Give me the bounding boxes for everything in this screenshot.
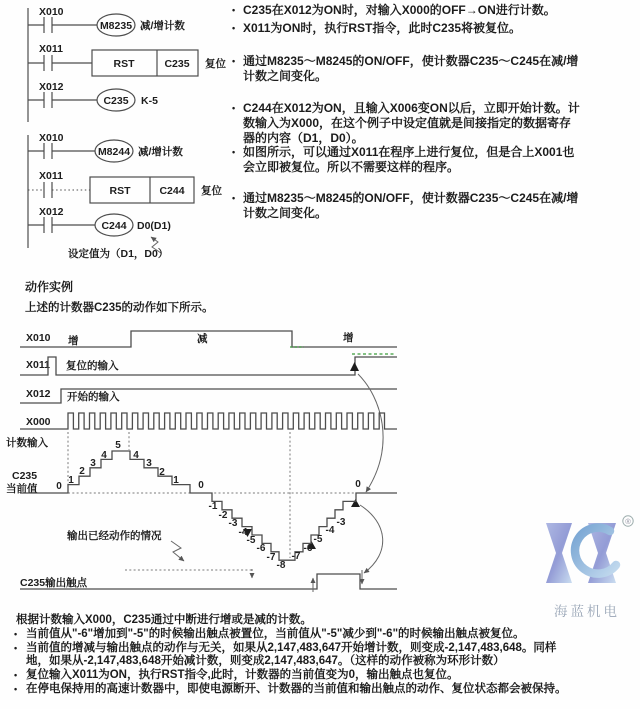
signal-label-x012: X012 [26,388,51,400]
coil-label: M8235 [99,20,133,32]
contact-label: X011 [39,43,63,55]
text-line: 会立即被复位。所以不需要这样的程序。 [243,159,460,174]
count-value-label: 3 [90,458,96,469]
count-value-label: -7 [266,552,276,563]
count-value-label: -6 [256,543,266,554]
count-value-label: 2 [159,467,165,478]
signal-label-x010: X010 [26,332,51,344]
contact-label: X010 [39,132,64,144]
text-line: 数输入为X000，在这个例子中设定值就是间接指定的数据寄存 [243,115,572,130]
bullet-icon: • [14,683,18,694]
bottom-bullet-list [14,628,638,697]
logo-watermark [538,511,636,623]
coil-operand: K-5 [141,95,158,107]
text-line: 当前值从"-6"增加到"-5"的时候输出触点被置位，当前值从"-5"减少到"-6"的时候输出触点被复位。 [26,627,525,640]
rst-operand: C244 [159,185,185,197]
list-item [232,191,638,220]
coil-note: 减/增计数 [138,146,183,158]
count-value-label: -4 [238,527,248,538]
list-item [232,101,638,145]
count-value-label: -2 [218,510,228,521]
text-line: 地，如果从-2,147,483,648开始减计数，则变成2,147,483,647。（这样的动作被称为环形计数） [26,655,505,668]
count-value-label: 1 [68,475,74,486]
phase-label-dec: 减 [197,333,208,345]
bullet-icon: • [14,628,18,639]
bullet-icon: • [14,670,18,681]
rst-opcode: RST [113,58,135,70]
bullet-icon: • [14,642,18,653]
counter-label-line1: C235 [12,470,38,482]
rung-note: 复位 [205,58,226,70]
text-line: 通过M8235～M8245的ON/OFF，使计数器C235～C245在减/增 [243,54,579,69]
counter-label-line2: 当前值 [6,483,38,495]
text-line: X011为ON时，执行RST指令，此时C235将被复位。 [243,20,522,35]
phase-label-inc2: 增 [343,332,354,344]
count-value-label: 0 [56,481,62,492]
output-note: 输出已经动作的情况 [67,530,162,542]
text-line: 计数之间变化。 [243,68,328,83]
list-item [14,642,638,670]
count-value-label: -5 [246,535,256,546]
rst-opcode: RST [109,185,131,197]
list-item [14,628,638,642]
rung-note: 复位 [201,185,222,197]
registered-mark: ® [625,517,631,526]
count-value-label: -1 [208,501,218,512]
signal-note-x012: 开始的输入 [67,391,120,403]
coil-note: 减/增计数 [140,20,185,32]
bullet-icon: • [232,147,236,158]
count-value-label: 0 [198,480,204,491]
bullet-icon: • [232,56,236,67]
zigzag-arrow [171,541,184,561]
list-item [232,21,638,36]
bullet-icon: • [232,103,236,114]
ladder-diagram-2 [28,132,222,260]
timing-diagram [6,331,397,592]
bullet-icon: • [232,193,236,204]
contact-label: X011 [39,170,63,182]
count-value-label: 4 [133,450,139,461]
signal-note-x011: 复位的输入 [66,360,119,372]
count-value-label: 2 [79,466,85,477]
text-line: 器的内容（D1，D0）。 [243,130,364,145]
bottom-intro: 根据计数输入X000，C235通过中断进行增或是减的计数。 [16,614,312,626]
list-item [14,683,638,697]
contact-label: X012 [39,206,64,218]
list-item [14,669,638,683]
phase-label-inc1: 增 [68,335,79,347]
generated-waveforms [20,413,397,571]
count-value-label: 4 [101,450,107,461]
section-subtitle: 上述的计数器C235的动作如下所示。 [25,302,214,314]
text-line: C244在X012为ON，且输入X006变ON以后，立即开始计数。计 [243,101,580,116]
signal-label-x000: X000 [26,416,51,428]
count-value-label: -5 [313,534,323,545]
clock-waveform [20,413,397,429]
text-line: 如图所示，可以通过X011在程序上进行复位，但是合上X001也 [243,145,575,160]
output-contact-label: C235输出触点 [20,577,88,589]
right-column [232,3,638,221]
count-value-label: -6 [303,543,313,554]
count-value-label: 0 [355,479,361,490]
count-value-label: 1 [173,475,179,486]
setpoint-annotation: 设定值为（D1，D0） [68,248,169,260]
text-line: 通过M8235～M8245的ON/OFF，使计数器C235～C245在减/增 [243,191,579,206]
count-value-label: -3 [336,517,346,528]
coil-label: C244 [101,220,127,232]
list-item [232,3,638,18]
logo-text: 海蓝机电 [554,604,620,619]
logo-mark-icon [538,511,636,599]
count-value-label: -3 [228,518,238,529]
bullet-icon: • [232,5,236,15]
coil-label: C235 [103,95,129,107]
text-line: 当前值的增减与输出触点的动作与无关，如果从2,147,483,647开始增计数，则变成-2,147,483,648。同样 [26,641,557,654]
list-item [232,145,638,174]
count-value-label: -8 [276,560,286,571]
ladder-diagram-1 [28,6,226,122]
section-title: 动作实例 [25,280,74,294]
bottom-notes [14,614,638,697]
rst-operand: C235 [164,58,190,70]
rising-edge-marker [350,362,359,371]
bullet-icon: • [232,22,236,33]
contact-label: X012 [39,81,64,93]
count-value-label: -7 [291,551,301,562]
section-heading-block [25,278,214,315]
reset-arc-arrow [358,374,383,492]
coil-label: M8244 [97,146,131,158]
text-line: 复位输入X011为ON，执行RST指令,此时，计数器的当前值变为0，输出触点也复位。 [26,669,459,682]
list-item [232,54,638,83]
signal-label-x011: X011 [26,359,50,371]
count-value-label: 5 [115,440,121,451]
signal-note-x000: 计数输入 [6,437,48,449]
count-value-label: 3 [146,458,152,469]
text-line: 计数之间变化。 [243,205,328,220]
contact-label: X010 [39,6,64,18]
output-arc-arrow [360,505,383,573]
text-line: 在停电保持用的高速计数器中，即使电源断开、计数器的当前值和输出触点的动作、复位状态都会被保持。 [26,682,567,695]
coil-operand: D0(D1) [137,220,171,232]
text-line: C235在X012为ON时，对输入X000的OFF→ON进行计数。 [243,3,556,17]
count-value-label: -4 [325,525,335,536]
